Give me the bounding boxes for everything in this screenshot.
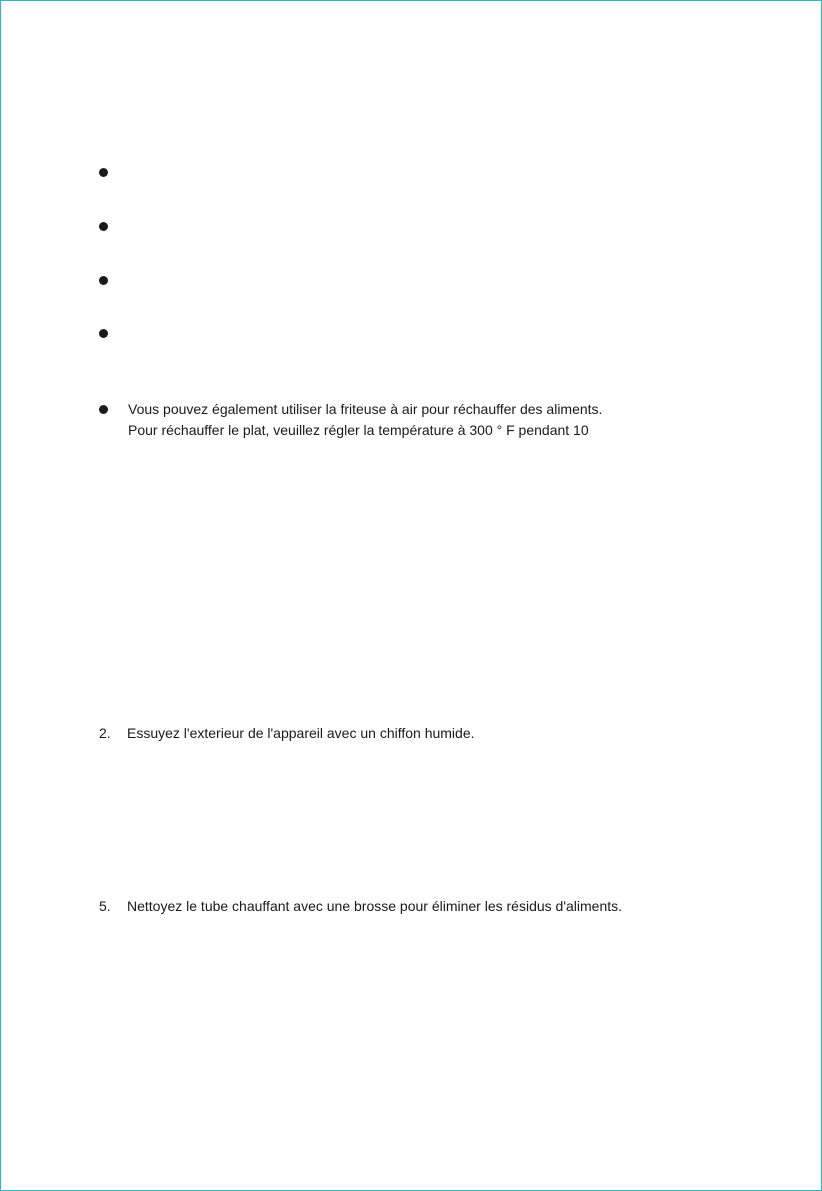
bullet-dot: [99, 329, 108, 338]
bullet-dot: [99, 168, 108, 177]
step-number: 5.: [99, 898, 111, 914]
bullet-dot: [99, 222, 108, 231]
cleaning-step-5: [99, 896, 622, 916]
reheat-tip-line-2: Pour réchauffer le plat, veuillez régler la température à 300 ° F pendant 10: [128, 422, 589, 438]
bullet-dot: [99, 276, 108, 285]
step-text: Nettoyez le tube chauffant avec une brosse pour éliminer les résidus d'aliments.: [127, 898, 623, 914]
reheat-tip-line-1: Vous pouvez également utiliser la friteuse à air pour réchauffer des aliments.: [128, 401, 603, 417]
bullet-dot: [99, 405, 108, 414]
step-number: 2.: [99, 725, 111, 741]
step-text: Essuyez l'exterieur de l'appareil avec un chiffon humide.: [127, 725, 475, 741]
cleaning-step-2: [99, 723, 475, 743]
reheat-tip-paragraph: [128, 399, 602, 441]
